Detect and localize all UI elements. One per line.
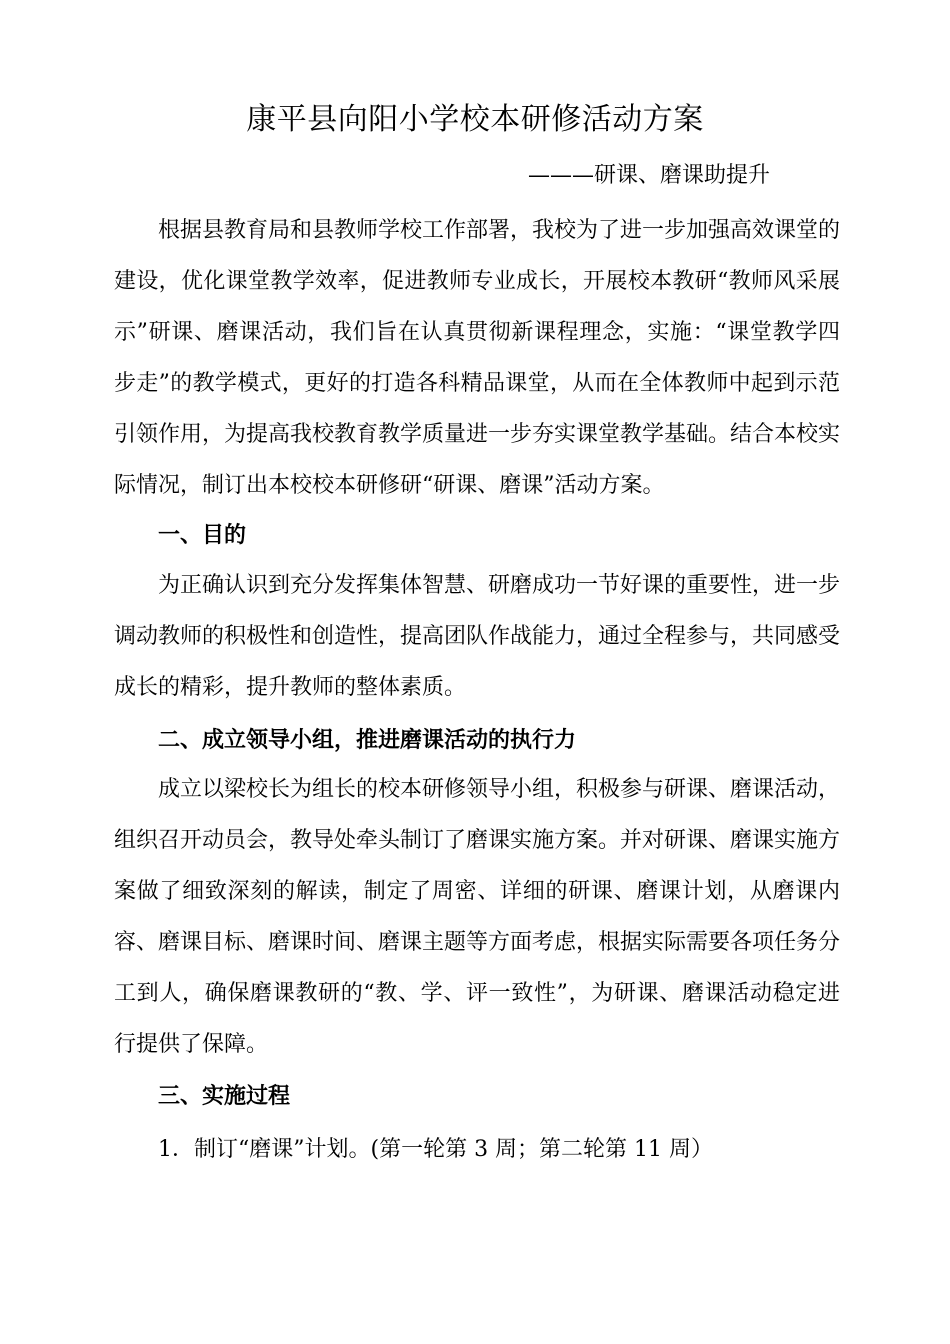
section-paragraph-leadership: 成立以梁校长为组长的校本研修领导小组，积极参与研课、磨课活动，组织召开动员会，教导处牵头制订了磨课实施方案。并对研课、磨课实施方案做了细致深刻的解读，制定了周密、详细的研课、磨课计划，从磨课内容、磨课目标、磨课时间、磨课主题等方面考虑，根据实际需要各项任务分工到人，确保磨课教研的“教、学、评一致性”，为研课、磨课活动稳定进行提供了保障。 xyxy=(114,777,841,1057)
section-heading-purpose: 一、目的 xyxy=(158,523,247,548)
section-heading-leadership: 二、成立领导小组，推进磨课活动的执行力 xyxy=(158,728,577,753)
section-paragraph-purpose: 为正确认识到充分发挥集体智慧、研磨成功一节好课的重要性，进一步调动教师的积极性和创造性，提高团队作战能力，通过全程参与，共同感受成长的精彩，提升教师的整体素质。 xyxy=(114,573,841,700)
intro-paragraph: 根据县教育局和县教师学校工作部署，我校为了进一步加强高效课堂的建设，优化课堂教学效率，促进教师专业成长，开展校本教研“教师风采展示”研课、磨课活动，我们旨在认真贯彻新课程理念，实施：“课堂教学四步走”的教学模式，更好的打造各科精品课堂，从而在全体教师中起到示范引领作用，为提高我校教育教学质量进一步夯实课堂教学基础。结合本校实际情况，制订出本校校本研修研“研课、磨课”活动方案。 xyxy=(114,218,841,498)
document-title: 康平县向阳小学校本研修活动方案 xyxy=(246,102,704,137)
process-item: 1．制订“磨课”计划。(第一轮第 3 周；第二轮第 11 周） xyxy=(158,1137,714,1162)
section-heading-process: 三、实施过程 xyxy=(158,1084,291,1109)
document-subtitle: ———研课、磨课助提升 xyxy=(528,163,771,188)
